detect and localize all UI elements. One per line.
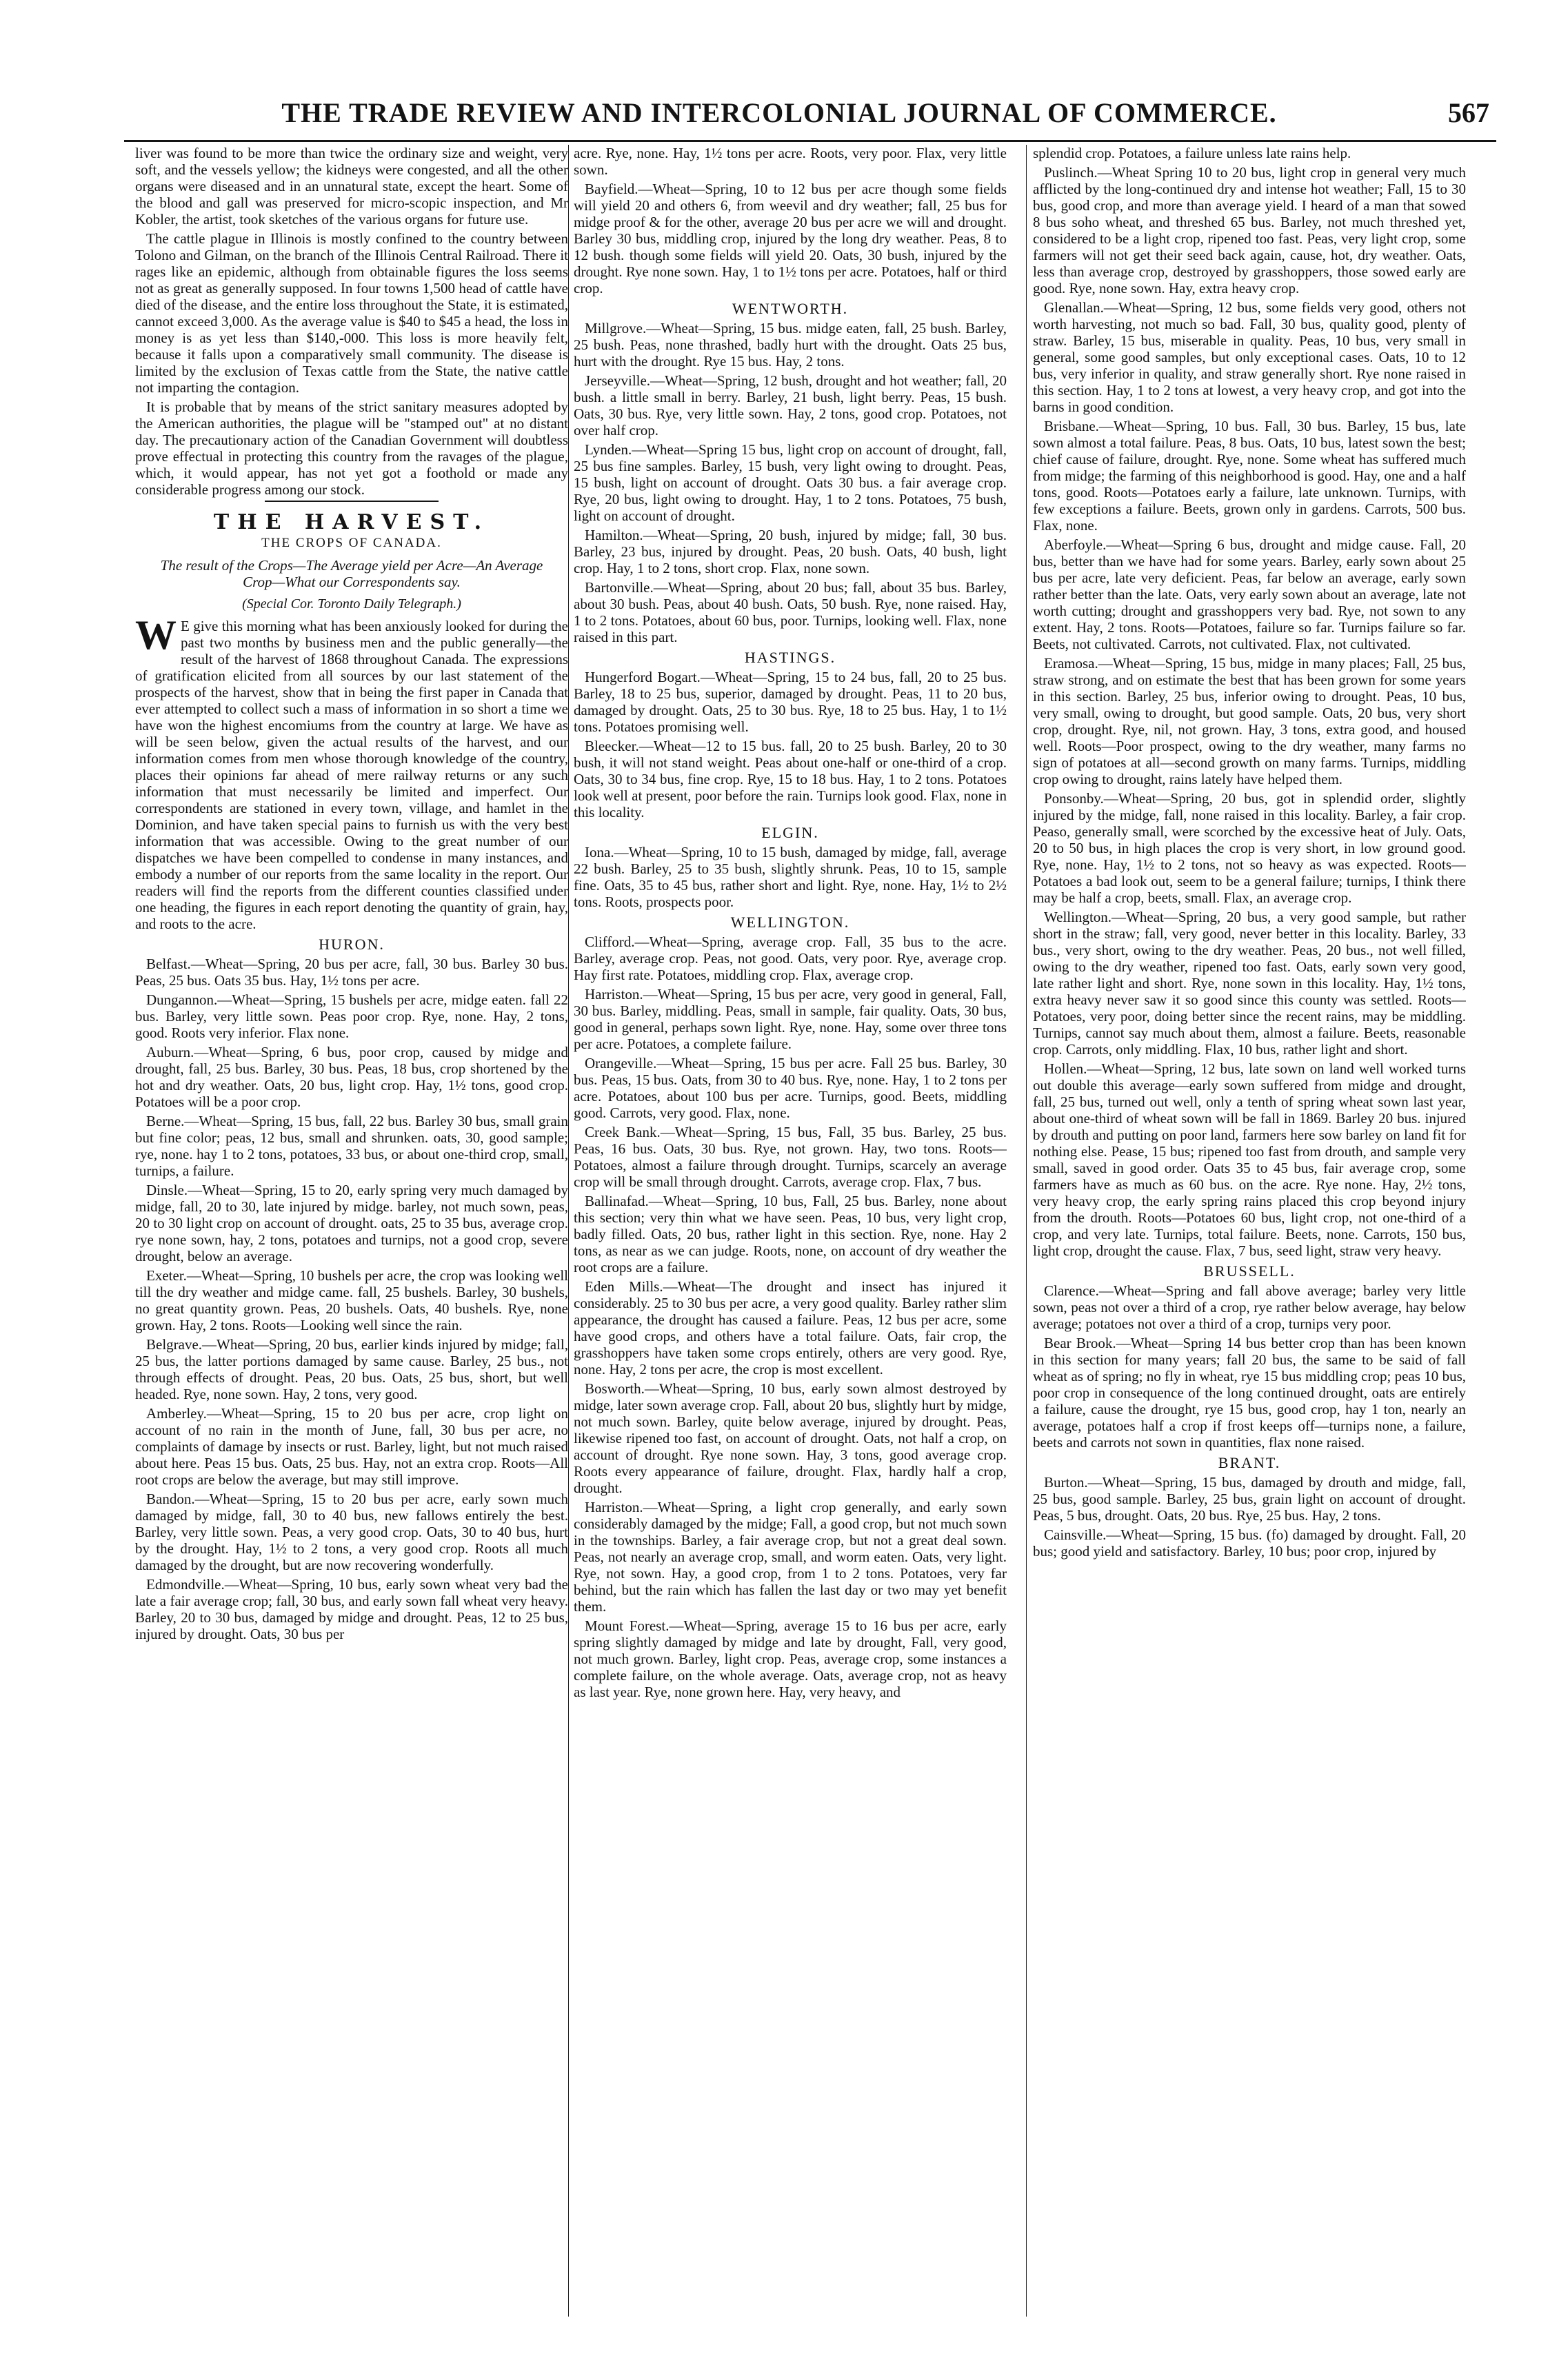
report-entry: Millgrove.—Wheat—Spring, 15 bus. midge eaten, fall, 25 bush. Barley, 25 bush. Peas, none thrashed, badly hurt with the drought. Oats 25 bus, hurt with the drought. Rye 15 bus. Hay, 2 tons. — [574, 320, 1007, 370]
report-entry: Orangeville.—Wheat—Spring, 15 bus per acre. Fall 25 bus. Barley, 30 bus. Peas, 15 bus. Oats, from 30 to 40 bus. Rye, none. Hay, 1 to 2 tons per acre. Potatoes, about 100 bus per acre. Turnips, good. Beets, middling good. Carrots, very good. Flax, none. — [574, 1055, 1007, 1121]
drop-cap: W — [135, 612, 177, 658]
report-entry: Bayfield.—Wheat—Spring, 10 to 12 bus per acre though some fields will yield 20 and others 6, from weevil and dry weather; fall, 25 bus for midge proof & for the other, average 20 bus per acre we will and drought. Barley 30 bus, middling crop, injured by the long dry weather. Peas, 8 to 12 bush. though some fields will yield 20. Oats, 30 bush, injured by the drought. Rye none sown. Hay, 1 to 1½ tons per acre. Potatoes, half or third crop. — [574, 181, 1007, 296]
report-entry: Amberley.—Wheat—Spring, 15 to 20 bus per acre, crop light on account of no rain in the month of June, fall, 30 bus per acre, no complaints of damage by insects or rust. Barley, light, but not much raised about here. Peas 15 bus. Oats, 25 bus. Hay, not an extra crop. Roots—All root crops are below the average, but may still improve. — [135, 1405, 568, 1488]
report-entry: Eramosa.—Wheat—Spring, 15 bus, midge in many places; Fall, 25 bus, straw strong, and on estimate the best that has been grown for some years in this section. Barley, 25 bus, inferior owing to drought. Peas, 10 bus, very small, owing to drought, but good sample. Oats, 20 bus, very short crop, drought. Rye, nil, not grown. Hay, 3 tons, extra good, and housed well. Roots—Poor prospect, owing to the dry weather, many farms no sign of potatoes at all—second growth on many farms. Turnips, middling crop owing to drought, rains lately have helped them. — [1033, 655, 1466, 787]
report-entry: Bear Brook.—Wheat—Spring 14 bus better crop than has been known in this section for many years; fall 20 bus, the same to be said of fall wheat as of spring; no fly in wheat, rye 15 bus middling crop; peas 10 bus, poor crop in consequence of the long continued drought, oats are entirely a failure, cause the drought, rye 15 bus, good crop, hay 1 ton, nearly an average, potatoes half a crop if frost keeps off—turnips none, a failure, beets and carrots not sown in quantities, flax none raised. — [1033, 1335, 1466, 1451]
report-entry: Harriston.—Wheat—Spring, a light crop generally, and early sown considerably damaged by the midge; Fall, a good crop, but not much sown in the townships. Barley, a fair average crop, but not a great deal sown. Peas, not nearly an average crop, small, and worm eaten. Oats, very light. Rye, not sown. Hay, a good crop, from 1 to 2 tons. Potatoes, very far behind, but the rain which has fallen the last day or two may yet benefit them. — [574, 1499, 1007, 1615]
column-divider — [1026, 145, 1027, 2317]
report-entry: Clifford.—Wheat—Spring, average crop. Fall, 35 bus to the acre. Barley, average crop. Peas, not good. Oats, very poor. Rye, average crop. Hay first rate. Potatoes, middling crop. Flax, average crop. — [574, 934, 1007, 983]
report-entry: Hungerford Bogart.—Wheat—Spring, 15 to 24 bus, fall, 20 to 25 bus. Barley, 18 to 25 bus, superior, damaged by drought. Peas, 11 to 20 bus, damaged by drought. Oats, 25 to 30 bus. Rye, 18 to 25 bus. Hay, 1 to 1½ tons. Potatoes promising well. — [574, 669, 1007, 735]
header-rule — [124, 140, 1496, 142]
report-entry: Bartonville.—Wheat—Spring, about 20 bus; fall, about 35 bus. Barley, about 30 bush. Peas, about 40 bush. Oats, 50 bush. Rye, none raised. Hay, 1 to 2 tons. Potatoes, about 60 bus, poor. Turnips, looking well. Flax, none raised in this part. — [574, 579, 1007, 645]
column-divider — [568, 145, 569, 2317]
report-entry: Harriston.—Wheat—Spring, 15 bus per acre, very good in general, Fall, 30 bus. Barley, middling. Peas, small in sample, fair quality. Oats, 30 bus, good in general, perhaps sown light. Rye, none. Hay, some over three tons per acre. Potatoes, a complete failure. — [574, 986, 1007, 1052]
report-entry: Mount Forest.—Wheat—Spring, average 15 to 16 bus per acre, early spring slightly damaged by midge and late by drought, Fall, very good, not much grown. Barley, light crop. Peas, average crop, some instances a complete failure, on the whole average. Oats, average crop, not as heavy as last year. Rye, none grown here. Hay, very heavy, and — [574, 1617, 1007, 1700]
report-entry: Puslinch.—Wheat Spring 10 to 20 bus, light crop in general very much afflicted by the long-continued dry and intense hot weather; Fall, 15 to 30 bus, good crop, and more than average yield. I heard of a man that sowed 8 bus soho wheat, and threshed 65 bus. Barley, not much threshed yet, considered to be a light crop, ripened too fast. Peas, very light crop, some farmers will not get their seed back again, cause, hot, dry weather. Oats, less than average crop, destroyed by grasshoppers, those sowed early are good. Rye, none sown. Hay, extra heavy crop. — [1033, 164, 1466, 296]
county-heading: WELLINGTON. — [730, 914, 850, 931]
report-entry: Glenallan.—Wheat—Spring, 12 bus, some fields very good, others not worth harvesting, not much so bad. Fall, 30 bus, quality good, plenty of straw. Barley, 15 bus, miserable in quality. Peas, 10 bus, very small in general, some good samples, but only exceptional cases. Oats, 10 to 12 bus, very inferior in quality, and straw generally short. Rye none raised in this section. Hay, 1 to 2 tons at lowest, a very heavy crop, and got into the barns in good condition. — [1033, 299, 1466, 415]
paragraph: splendid crop. Potatoes, a failure unless late rains help. — [1033, 145, 1351, 161]
report-entry: Ballinafad.—Wheat—Spring, 10 bus, Fall, 25 bus. Barley, none about this section; very thin what we have seen. Peas, 10 bus, very light crop, badly filled. Oats, 20 bus, rather light in this section. Rye, none. Hay 2 tons, as near as we can judge. Roots, none, on account of dry weather the root crops are a failure. — [574, 1193, 1007, 1275]
page-number: 567 — [1448, 97, 1489, 128]
report-entry: Dungannon.—Wheat—Spring, 15 bushels per acre, midge eaten. fall 22 bus. Barley, very little sown. Peas poor crop. Rye, none. Hay, 2 tons, good. Roots very inferior. Flax none. — [135, 991, 568, 1041]
section-rule — [265, 501, 438, 502]
report-entry: Dinsle.—Wheat—Spring, 15 to 20, early spring very much damaged by midge, fall, 20 to 30, late injured by midge. barley, not much sown, peas, 20 to 30 light crop on account of drought. oats, 25 to 35 bus, average crop. rye none sown, hay, 2 tons, potatoes and turnips, not a good crop, severe drought, below an average. — [135, 1182, 568, 1264]
section-description: The result of the Crops—The Average yield per Acre—An Average Crop—What our Correspondents say. — [160, 557, 543, 590]
county-heading: HASTINGS. — [744, 649, 836, 666]
report-entry: Hollen.—Wheat—Spring, 12 bus, late sown on land well worked turns out double this average—early sown suffered from midge and drought, fall, 25 bus, turned out well, only a tenth of spring wheat sown last year, about one-third of wheat sown will be fall in 1869. Barley 20 bus. injured by drouth and putting on poor land, farmers here sow barley on land fit for nothing else. Pease, 15 bus; ripened too fast from drouth, and sample very small, saved in good order. Oats 35 to 45 bus, fair average crop, some farmers have as much as 60 bus. on the acre. Rye none. Hay, 2½ tons, very heavy crop, the early spring rains placed this crop beyond injury from the drouth. Roots—Potatoes 60 bus, light crop, not one-third of a crop, and very late. Turnips, total failure. Beets, none. Carrots, 150 bus, light crop, drought the cause. Flax, 7 bus, seed light, straw very heavy. — [1033, 1060, 1466, 1259]
county-heading: BRUSSELL. — [1203, 1262, 1296, 1280]
report-entry: Burton.—Wheat—Spring, 15 bus, damaged by drouth and midge, fall, 25 bus, good sample. Barley, 25 bus, grain light on account of drought. Peas, 5 bus, drought. Oats, 20 bus. Rye, 25 bus. Hay, 2 tons. — [1033, 1474, 1466, 1524]
lead-text: E give this morning what has been anxiously looked for during the past two months by business men and the public generally—the result of the harvest of 1868 throughout Canada. The expressions of gratification elicited from all sources by our last statement of the prospects of the harvest, show that in being the first paper in Canada that ever attempted to collect such a mass of information in so short a time we have won the highest encomiums from the country at large. We have as will be seen below, given the actual results of the harvest, and our information comes from men whose thorough knowledge of the country, places their opinions far ahead of mere railway returns or any such information that must necessarily be limited and imperfect. Our correspondents are stationed in every town, village, and hamlet in the Dominion, and have taken special pains to furnish us with the very best information that was accessible. Owing to the great number of our dispatches we have been compelled to condense in many instances, and embody a number of our reports from the same locality in the report. Our readers will find the reports from the different counties classified under one heading, the figures in each report denoting the quantity of grain, hay, and roots to the acre. — [135, 618, 568, 932]
lead-paragraph — [135, 612, 568, 932]
page-header — [69, 97, 1489, 138]
report-entry: Berne.—Wheat—Spring, 15 bus, fall, 22 bus. Barley 30 bus, small grain but fine color; peas, 12 bus, small and shrunken. oats, 30, good sample; rye, none. hay 1 to 2 tons, potatoes, 33 bus, or about one-third crop, small, turnips, a failure. — [135, 1113, 568, 1179]
report-entry: Brisbane.—Wheat—Spring, 10 bus. Fall, 30 bus. Barley, 15 bus, late sown almost a total failure. Peas, 8 bus. Oats, 10 bus, latest sown the best; chief cause of failure, drought. Rye, none. Some wheat has suffered much from midge; the farming of this neighborhood is good. Hay, one and a half tons, good. Roots—Potatoes early a failure, late unknown. Turnips, with few exceptions a failure. Beets, grown only in gardens. Carrots, 500 bus. Flax, none. — [1033, 418, 1466, 534]
county-heading: BRANT. — [1218, 1454, 1281, 1471]
paragraph: acre. Rye, none. Hay, 1½ tons per acre. Roots, very poor. Flax, very little sown. — [574, 145, 1007, 178]
report-entry: Belfast.—Wheat—Spring, 20 bus per acre, fall, 30 bus. Barley 30 bus. Peas, 25 bus. Oats 35 bus. Hay, 1½ tons per acre. — [135, 956, 568, 989]
report-entry: Creek Bank.—Wheat—Spring, 15 bus, Fall, 35 bus. Barley, 25 bus. Peas, 16 bus. Oats, 30 bus. Rye, not grown. Hay, two tons. Roots—Potatoes, almost a failure through drought. Turnips, scarcely an average crop will be small through drought. Carrots, average crop. Flax, 7 bus. — [574, 1124, 1007, 1190]
report-entry: Bandon.—Wheat—Spring, 15 to 20 bus per acre, early sown much damaged by midge, fall, 30 to 40 bus, new fallows entirely the best. Barley, very little sown. Peas, a very good crop. Oats, 30 to 40 bus, hurt by the drought. Hay, 1½ to 2 tons, a very good crop. Roots all much damaged by the drought, but are now recovering wonderfully. — [135, 1491, 568, 1573]
report-entry: Eden Mills.—Wheat—The drought and insect has injured it considerably. 25 to 30 bus per acre, a very good quality. Barley rather slim appearance, the drought has caused a failure. Peas, 12 bus per acre, some have good crops, and others have a total failure. Oats, fair crop, the grasshoppers have taken some crops entirely, others are very good. Rye, none. Hay, 2 tons per acre, the crop is most excellent. — [574, 1278, 1007, 1378]
report-entry: Auburn.—Wheat—Spring, 6 bus, poor crop, caused by midge and drought, fall, 25 bus. Barley, 30 bus. Peas, 18 bus, crop shortened by the hot and dry weather. Oats, 20 bus, light crop. Hay, 1½ tons, good crop. Potatoes will be a poor crop. — [135, 1044, 568, 1110]
report-entry: Jerseyville.—Wheat—Spring, 12 bush, drought and hot weather; fall, 20 bush. a little small in berry. Barley, 21 bush, light berry. Peas, 15 bush. Oats, 30 bus. Rye, very little sown. Hay, 2 tons, good crop. Potatoes, not over half crop. — [574, 372, 1007, 438]
report-entry: Ponsonby.—Wheat—Spring, 20 bus, got in splendid order, slightly injured by the midge, fall, none raised in this locality. Barley, a fair crop. Peaso, generally small, were scorched by the excessive heat of July. Oats, 20 to 50 bus, in high places the crop is very short, in low ground good. Rye, none. Hay, 1½ to 2 tons, not so heavy as was expected. Roots—Potatoes a bad look out, seem to be a general failure; turnips, I think there may be half a crop, beets, small. Flax, an average crop. — [1033, 790, 1466, 906]
report-entry: Clarence.—Wheat—Spring and fall above average; barley very little sown, peas not over a third of a crop, rye rather below average, hay below average; potatoes not over a third of a crop, turnips very poor. — [1033, 1282, 1466, 1332]
paragraph: The cattle plague in Illinois is mostly confined to the country between Tolono and Gilman, on the branch of the Illinois Central Railroad. There it rages like an epidemic, although from obtainable figures the loss seems not as great as generally supposed. In four towns 1,500 head of cattle have died of the disease, and the entire loss throughout the State, it is estimated, cannot exceed 3,000. As the average value is $40 to $45 a head, the loss in money is as yet less than $140,-000. This loss is more heavily felt, because it falls upon a comparatively small community. The disease is limited by the exclusion of Texas cattle from the State, the native cattle not imparting the contagion. — [135, 230, 568, 396]
journal-title: THE TRADE REVIEW AND INTERCOLONIAL JOURNAL OF COMMERCE. — [281, 97, 1277, 128]
county-heading: ELGIN. — [761, 824, 819, 841]
section-title: THE HARVEST. — [213, 510, 490, 534]
report-entry: Wellington.—Wheat—Spring, 20 bus, a very good sample, but rather short in the straw; fall, very good, never better in this locality. Barley, 33 bus., very short, owing to the dry weather. Peas, 20 bus., not well filled, owing to the dry weather, ripened too fast. Oats, early sown very good, late rather light and short. Rye, none sown in this locality. Hay, 1½ tons, extra heavy never saw it so good since this county was settled. Roots—Potatoes, very poor, doing better since the recent rains, may be middling. Turnips, cannot say much about them, almost a failure. Beets, reasonable crop. Carrots, only middling. Flax, 10 bus, rather light and short. — [1033, 909, 1466, 1058]
correspondent-line: (Special Cor. Toronto Daily Telegraph.) — [242, 596, 461, 612]
county-heading: WENTWORTH. — [732, 300, 849, 317]
report-entry: Aberfoyle.—Wheat—Spring 6 bus, drought and midge cause. Fall, 20 bus, better than we have had for some years. Barley, early sown about 25 bus per acre, late very deficient. Peas, far below an average, early sown rather better than the late. Oats, very early sown about an average, late not worth cutting; drought and grasshoppers very bad. Rye, not sown to any extent. Hay, 2 tons. Roots—Potatoes, failure so far. Turnips failure so far. Beets, not cultivated. Carrots, not cultivated. Flax, not cultivated. — [1033, 536, 1466, 652]
column-2 — [574, 145, 1007, 2317]
report-entry: Lynden.—Wheat—Spring 15 bus, light crop on account of drought, fall, 25 bus fine samples. Barley, 15 bush, very light owing to drought. Peas, 15 bush, light on account of drought. Oats 30 bus. a fair average crop. Rye, 20 bus, light owing to drought. Hay, 1 to 2 tons. Potatoes, 75 bush, light on account of drought. — [574, 441, 1007, 524]
report-entry: Hamilton.—Wheat—Spring, 20 bush, injured by midge; fall, 30 bus. Barley, 23 bus, injured by drought. Peas, 20 bush. Oats, 40 bush, light crop. Hay, 1 to 2 tons, short crop. Flax, none sown. — [574, 527, 1007, 576]
paragraph: liver was found to be more than twice the ordinary size and weight, very soft, and the vessels yellow; the kidneys were congested, and all the other organs were diseased and in an unnatural state, except the heart. Some of the blood and gall was preserved for micro-scopic inspection, and Mr Kobler, the artist, took sketches of the various organs for future use. — [135, 145, 568, 228]
column-3 — [1033, 145, 1466, 2317]
column-1 — [135, 145, 568, 2317]
report-entry: Cainsville.—Wheat—Spring, 15 bus. (fo) damaged by drought. Fall, 20 bus; good yield and satisfactory. Barley, 10 bus; poor crop, injured by — [1033, 1526, 1466, 1560]
report-entry: Bosworth.—Wheat—Spring, 10 bus, early sown almost destroyed by midge, later sown average crop. Fall, about 20 bus, slightly hurt by midge, not much sown. Barley, quite below average, injured by drought. Peas, likewise ripened too fast, on account of drought. Oats, not half a crop, on account of drought. Rye none sown. Hay, 3 tons, good average crop. Roots every appearance of failure, drought. Flax, hardly half a crop, drought. — [574, 1380, 1007, 1496]
county-heading: HURON. — [319, 936, 385, 953]
report-entry: Edmondville.—Wheat—Spring, 10 bus, early sown wheat very bad the late a fair average crop; fall, 30 bus, and early sown fall wheat very heavy. Barley, 20 to 30 bus, damaged by midge and drought. Peas, 12 to 25 bus, injured by drought. Oats, 30 bus per — [135, 1576, 568, 1642]
section-subtitle: THE CROPS OF CANADA. — [261, 536, 442, 550]
report-entry: Exeter.—Wheat—Spring, 10 bushels per acre, the crop was looking well till the dry weather and midge came. fall, 25 bushels. Barley, 30 bushels, no great quantity grown. Peas, 20 bushels. Oats, 40 bushels. Rye, none grown. Hay, 2 tons. Roots—Looking well since the rain. — [135, 1267, 568, 1333]
report-entry: Iona.—Wheat—Spring, 10 to 15 bush, damaged by midge, fall, average 22 bush. Barley, 25 to 35 bush, slightly shrunk. Peas, 10 to 15, sample fine. Oats, 35 to 45 bus, rather short and light. Rye, none. Hay, 1½ to 2½ tons. Roots, prospects poor. — [574, 844, 1007, 910]
paragraph: It is probable that by means of the strict sanitary measures adopted by the American authorities, the plague will be "stamped out" at no distant day. The precautionary action of the Canadian Government will doubtless prove effectual in protecting this country from the ravages of the plague, which, it would appear, has not yet got a foothold or made any considerable progress among our stock. — [135, 399, 568, 498]
report-entry: Bleecker.—Wheat—12 to 15 bus. fall, 20 to 25 bush. Barley, 20 to 30 bush, it will not stand weight. Peas about one-half or one-third of a crop. Oats, 30 to 34 bus, fine crop. Rye, 15 to 18 bus. Hay, 1 to 2 tons. Potatoes look well at present, poor before the rain. Turnips look good. Flax, none in this locality. — [574, 738, 1007, 820]
report-entry: Belgrave.—Wheat—Spring, 20 bus, earlier kinds injured by midge; fall, 25 bus, the latter portions damaged by same cause. Barley, 25 bus., not through effects of drought. Peas, 20 bus. Oats, 25 bus, short, but well headed. Rye, none sown. Hay, 2 tons, very good. — [135, 1336, 568, 1402]
